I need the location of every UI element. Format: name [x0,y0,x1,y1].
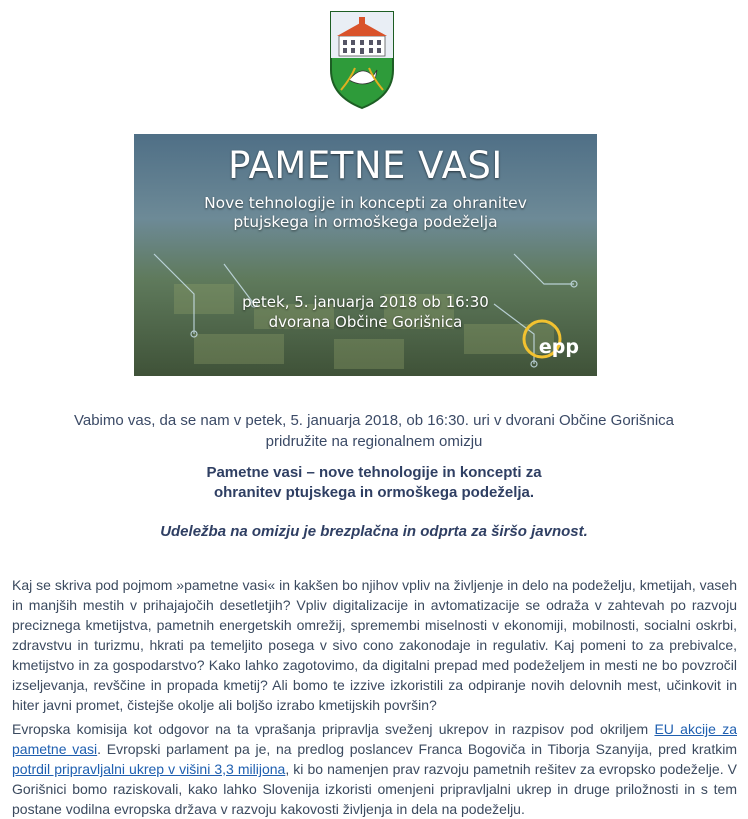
event-banner [134,134,597,376]
event-subject [0,463,748,503]
eu-smart-villages-link[interactable]: EU akcije za pametne vasi [12,721,737,757]
event-subject-line2: ohranitev ptujskega in ormoškega podeželja. [213,484,535,501]
preparatory-action-link[interactable]: potrdil pripravljalni ukrep v višini 3,3 milijona [12,761,286,777]
epp-logo: epp [538,336,579,358]
event-subject-line1: Pametne vasi – nove tehnologije in koncepti za [206,464,542,481]
banner-venue: dvorana Občine Gorišnica [268,313,463,331]
paragraph2-text-1: Evropska komisija kot odgovor na ta vprašanja pripravlja sveženj ukrepov in razpisov pod okriljem [12,721,655,737]
body-paragraph-1: Kaj se skriva pod pojmom »pametne vasi« in kakšen bo njihov vpliv na življenje in delo na podeželju, kmetijah, vaseh in manjših mestih v prihajajočih desetletjih? Vpliv digitalizacije in avtomatizacije se odraža v zahtevah po razvoju preciznega kmetijstva, pametnih energetskih omrežij, spremembi miselnosti v ekonomiji, mobilnosti, socialni oskrbi, zdravstvu in turizmu, hkrati pa temeljito posega v sivo cono zakonodaje in regulativ. Kaj pomeni to za prebivalce, kmetijstvo in za gospodarstvo? Kako lahko zagotovimo, da digitalni prepad med podeželjem in mesti ne bo povzročil izseljevanja, revščine in propada kmetij? Ali bomo te izzive izkoristili za odpiranje novih delovnih mest, učinkovit in hiter javni promet, čistejše okolje ali boljšo izrabo kmetijskih površin? [12,577,737,713]
banner-date: petek, 5. januarja 2018 ob 16:30 [242,293,489,311]
banner-title: PAMETNE VASI [228,144,503,187]
paragraph2-text-3: , ki bo namenjen prav razvoju pametnih rešitev za evropsko podeželje. V Gorišnici bomo raziskovali, kako lahko Slovenija izkoristi omenjeni pripravljalni ukrep in druge priložnosti in s tem postane vodilna evropska država v razvoju kakovosti življenja in dela na podeželju. [12,761,737,817]
invitation-line2: pridružite na regionalnem omizju [265,433,483,450]
body-paragraph-2 [12,719,737,819]
banner-subtitle [134,194,597,232]
banner-subtitle-line1: Nove tehnologije in koncepti za ohranitev [204,194,527,212]
attendance-note: Udeležba na omizju je brezplačna in odprta za širšo javnost. [160,523,588,540]
banner-subtitle-line2: ptujskega in ormoškega podeželja [233,213,498,231]
banner-event-info [134,292,597,332]
invitation-line1: Vabimo vas, da se nam v petek, 5. januarja 2018, ob 16:30. uri v dvorani Občine Gorišnica [73,412,675,429]
invitation-text [0,410,748,452]
municipality-coat-of-arms [327,8,397,112]
paragraph2-text-2: . Evropski parlament pa je, na predlog poslancev Franca Bogoviča in Tiborja Szanyija, pred kratkim [97,741,737,757]
